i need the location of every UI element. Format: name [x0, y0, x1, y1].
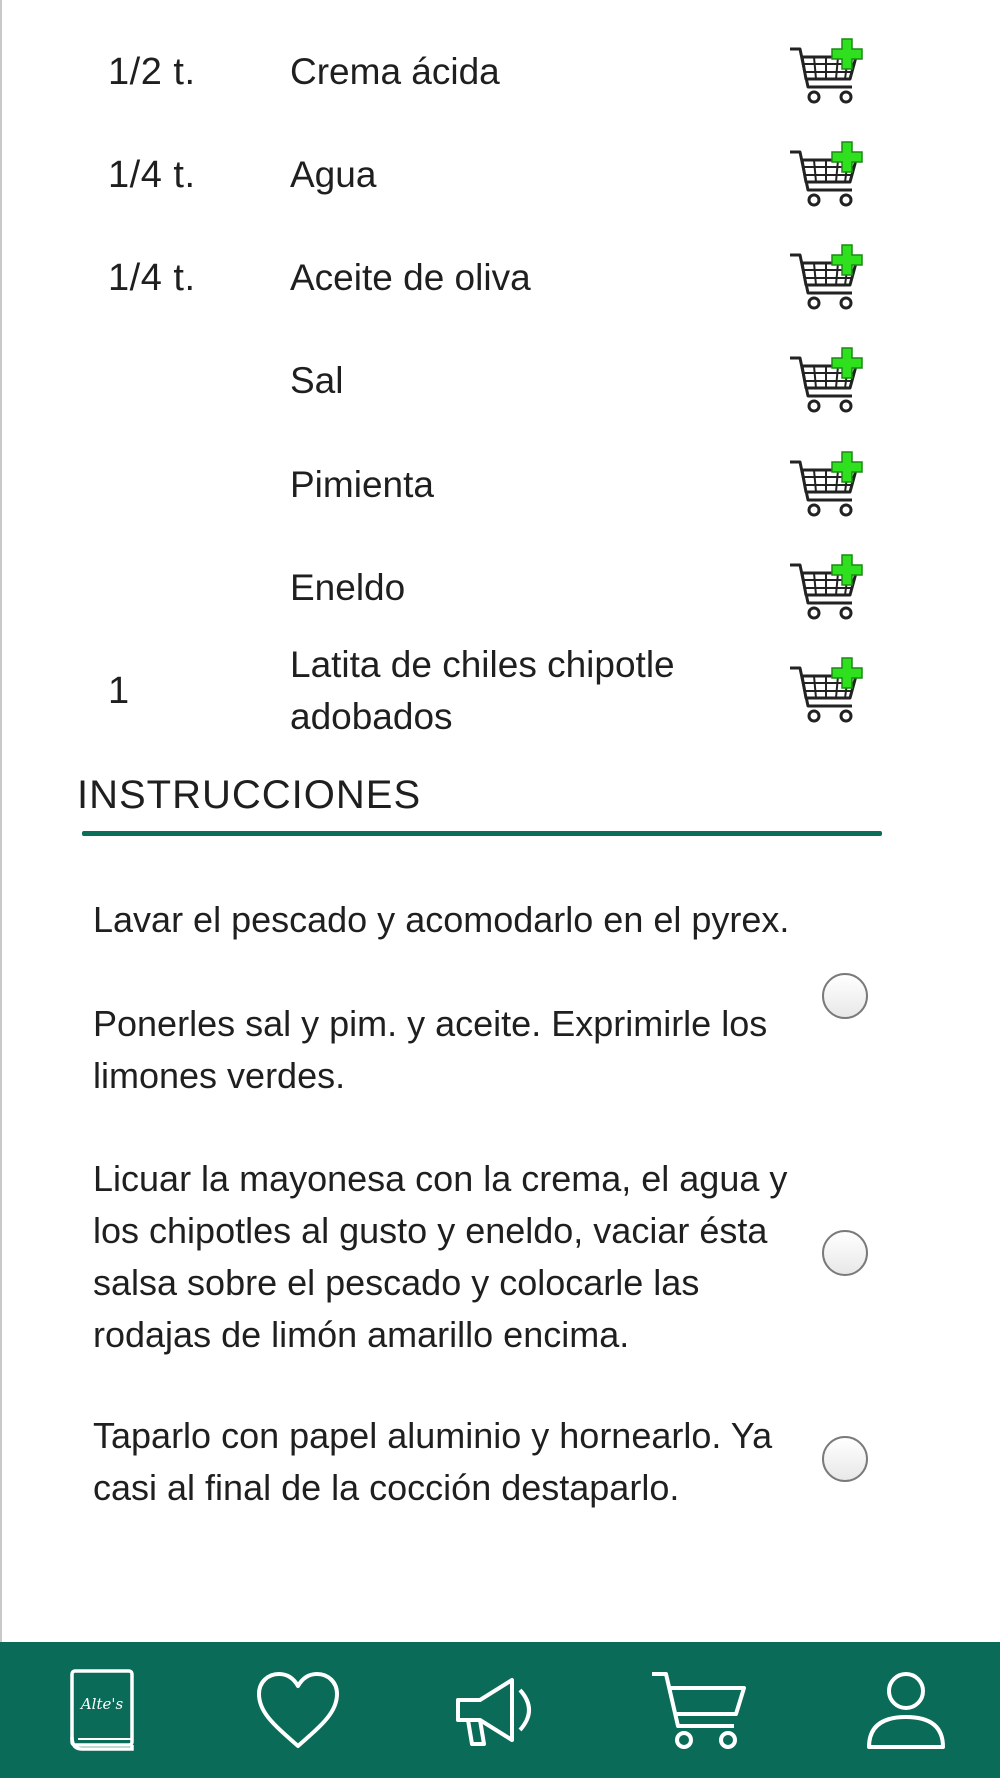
nav-announcements[interactable]: [438, 1642, 558, 1778]
ingredient-row: [0, 538, 1000, 638]
ingredient-quantity: 1/4 t.: [108, 153, 196, 196]
instruction-step: Licuar la mayonesa con la crema, el agua y los chipotles al gusto y eneldo, vaciar ésta salsa sobre el pescado y colocarle las rodajas de limón amarillo encima.: [93, 1158, 788, 1355]
instructions-title: INSTRUCCIONES: [77, 773, 422, 817]
megaphone-icon: [450, 1668, 546, 1752]
heart-icon: [253, 1668, 343, 1752]
ingredient-name: Eneldo: [290, 567, 406, 608]
ingredient-name: Pimienta: [290, 464, 434, 505]
ingredient-row: [0, 228, 1000, 328]
instruction-step: Taparlo con papel aluminio y hornearlo. Ya casi al final de la cocción destaparlo.: [93, 1415, 773, 1508]
ingredient-row: [0, 435, 1000, 535]
ingredient-row: [0, 22, 1000, 122]
ingredient-quantity: 1/2 t.: [108, 50, 196, 93]
step-checkbox[interactable]: [822, 973, 868, 1019]
cart-add-icon[interactable]: [786, 656, 868, 726]
instruction-step: Lavar el pescado y acomodarlo en el pyrex.: [93, 899, 790, 940]
ingredient-quantity: 1: [108, 669, 130, 712]
nav-profile[interactable]: [846, 1642, 966, 1778]
cart-add-icon[interactable]: [786, 37, 868, 107]
cart-add-icon[interactable]: [786, 346, 868, 416]
ingredient-name: Latita de chiles chipotle adobados: [290, 644, 675, 737]
ingredient-name: Sal: [290, 360, 344, 401]
cart-add-icon[interactable]: [786, 140, 868, 210]
cart-icon: [648, 1666, 752, 1754]
section-divider: [82, 831, 882, 836]
instruction-step: Ponerles sal y pim. y aceite. Exprimirle los limones verdes.: [93, 1003, 768, 1096]
ingredient-name: Agua: [290, 154, 377, 195]
nav-cart[interactable]: [640, 1642, 760, 1778]
ingredient-row: [0, 641, 1000, 741]
step-checkbox[interactable]: [822, 1230, 868, 1276]
cart-add-icon[interactable]: [786, 450, 868, 520]
ingredient-row: [0, 331, 1000, 431]
bottom-nav: [0, 1642, 1000, 1778]
cart-add-icon[interactable]: [786, 553, 868, 623]
ingredient-row: [0, 125, 1000, 225]
user-icon: [863, 1667, 949, 1753]
step-checkbox[interactable]: [822, 1436, 868, 1482]
nav-recipe-book[interactable]: [38, 1642, 158, 1778]
book-logo-text: Alte's: [80, 1695, 124, 1713]
ingredient-quantity: 1/4 t.: [108, 256, 196, 299]
ingredient-name: Crema ácida: [290, 51, 500, 92]
nav-favorites[interactable]: [238, 1642, 358, 1778]
cart-add-icon[interactable]: [786, 243, 868, 313]
ingredient-name: Aceite de oliva: [290, 257, 531, 298]
recipe-book-icon: [58, 1665, 138, 1755]
